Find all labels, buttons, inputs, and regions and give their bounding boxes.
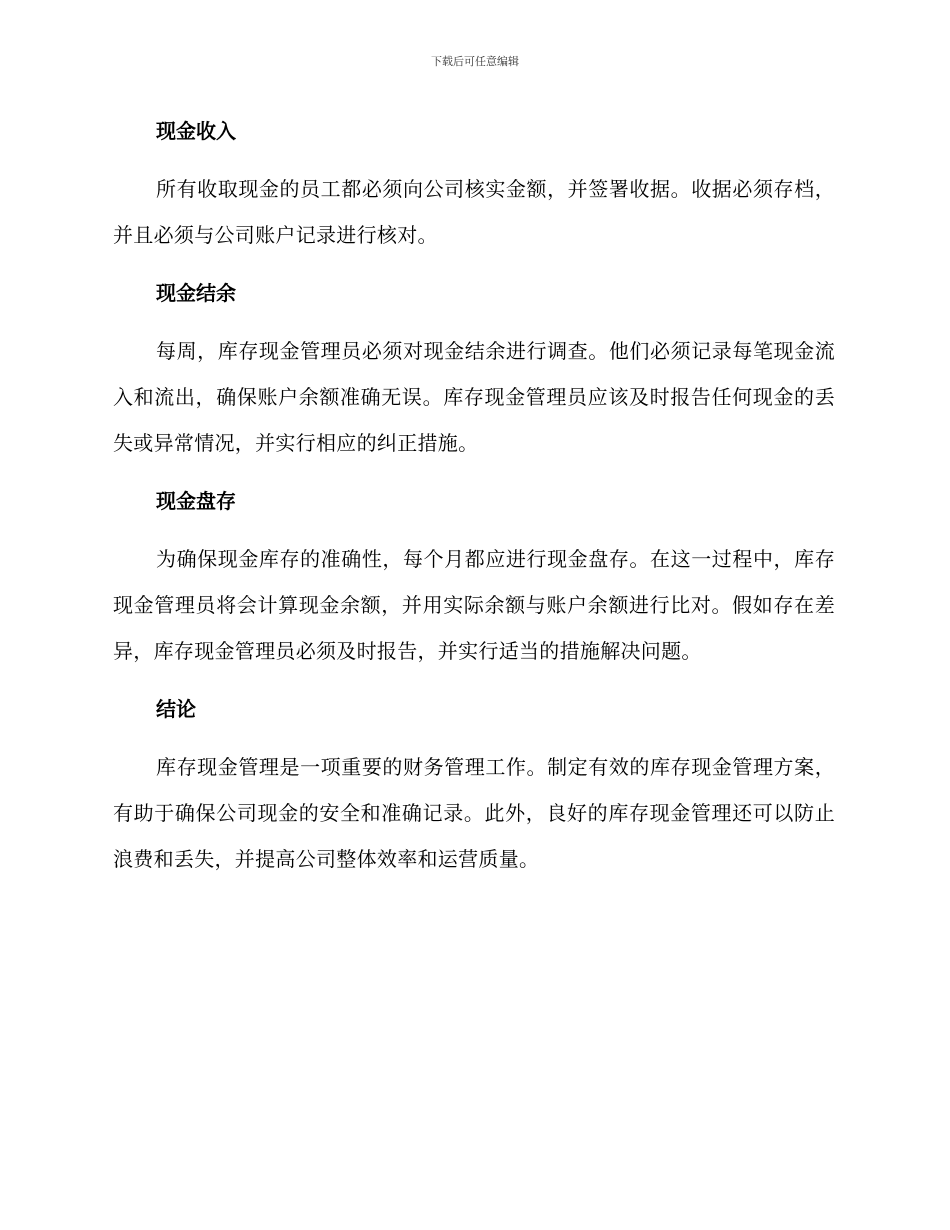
section-paragraph: 所有收取现金的员工都必须向公司核实金额，并签署收据。收据必须存档，并且必须与公司账户记录进行核对。 bbox=[113, 177, 835, 247]
section-cash-income bbox=[113, 108, 835, 258]
section-heading: 现金结余 bbox=[156, 281, 236, 305]
section-conclusion bbox=[113, 686, 835, 882]
section-paragraph: 为确保现金库存的准确性，每个月都应进行现金盘存。在这一过程中，库存现金管理员将会计算现金余额，并用实际余额与账户余额进行比对。假如存在差异，库存现金管理员必须及时报告，并实行适当的措施解决问题。 bbox=[113, 547, 835, 663]
document-body bbox=[113, 108, 835, 894]
section-cash-count bbox=[113, 478, 835, 674]
page-header-note: 下载后可任意编辑 bbox=[431, 55, 519, 68]
section-paragraph: 每周，库存现金管理员必须对现金结余进行调查。他们必须记录每笔现金流入和流出，确保账户余额准确无误。库存现金管理员应该及时报告任何现金的丢失或异常情况，并实行相应的纠正措施。 bbox=[113, 339, 835, 455]
section-heading: 现金收入 bbox=[156, 119, 236, 143]
section-paragraph: 库存现金管理是一项重要的财务管理工作。制定有效的库存现金管理方案，有助于确保公司现金的安全和准确记录。此外，良好的库存现金管理还可以防止浪费和丢失，并提高公司整体效率和运营质量。 bbox=[113, 755, 835, 871]
section-cash-balance bbox=[113, 270, 835, 466]
section-heading: 现金盘存 bbox=[156, 489, 236, 513]
section-heading: 结论 bbox=[156, 697, 196, 721]
